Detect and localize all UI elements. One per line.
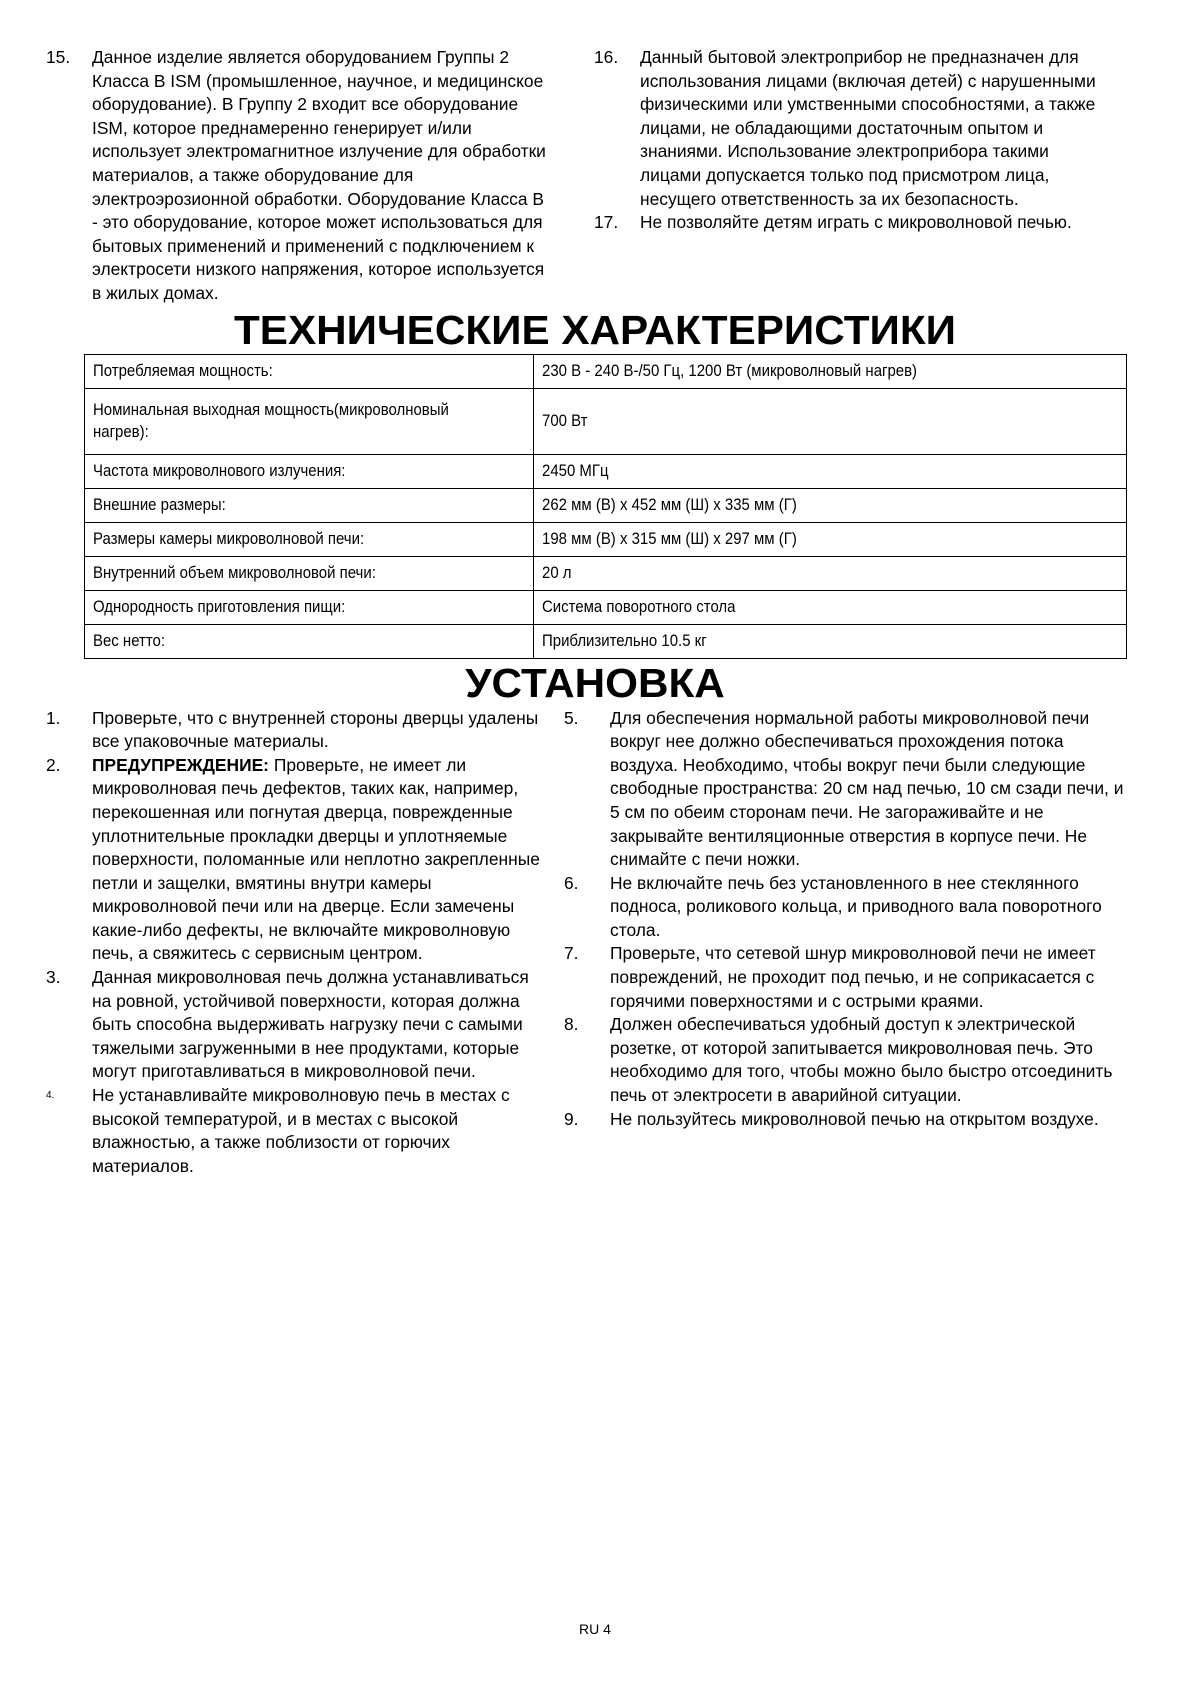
- page-number-label: RU 4: [579, 1621, 611, 1637]
- table-cell-label: [85, 454, 534, 488]
- table-cell-value: [534, 388, 1127, 454]
- list-item-text: Должен обеспечиваться удобный доступ к электрической розетке, от которой запитывается микроволновая печь. Это необходимо для того, чтобы можно было быстро отсоединить печь от электросети в аварийной ситуации.: [610, 1014, 1113, 1106]
- table-row: [85, 624, 1127, 658]
- list-item-body: Проверьте, не имеет ли микроволновая печь дефектов, таких как, например, перекошенная или погнутая дверца, поврежденные уплотнительные прокладки дверцы и уплотняемые поверхности, поломанные или неплотно закрепленные петли и защелки, вмятины внутри камеры микроволновой печи или на дверце. Если замечены какие-либо дефекты, не включайте микроволновую печь, а свяжитесь с сервисным центром.: [92, 754, 540, 964]
- list-item-text: Проверьте, что сетевой шнур микроволновой печи не имеет повреждений, не проходит под печью, и не соприкасается с горячими поверхностями и с острыми краями.: [610, 943, 1096, 1011]
- warnings-list-right: [594, 46, 1100, 235]
- spec-value: 20 л: [542, 562, 572, 582]
- list-item-number: 7.: [564, 943, 579, 964]
- list-item-text: Не позволяйте детям играть с микроволновой печью.: [640, 212, 1072, 233]
- list-item-text: Проверьте, что с внутренней стороны дверцы удалены все упаковочные материалы.: [92, 707, 539, 752]
- table-cell-value: [534, 556, 1127, 590]
- table-cell-value: [534, 624, 1127, 658]
- table-row: [85, 488, 1127, 522]
- list-item: [564, 1108, 1130, 1132]
- list-item-text: Не включайте печь без установленного в нее стеклянного подноса, роликового кольца, и приводного вала поворотного стола.: [610, 872, 1102, 940]
- spec-label: Однородность приготовления пищи:: [93, 596, 346, 616]
- installation-list-left: [46, 707, 540, 1179]
- spec-label: Потребляемая мощность:: [93, 360, 273, 380]
- list-item: [594, 46, 1100, 211]
- table-cell-value: [534, 590, 1127, 624]
- table-row: [85, 556, 1127, 590]
- spec-label: Частота микроволнового излучения:: [93, 460, 346, 480]
- list-item: [46, 46, 546, 306]
- spec-value: Приблизительно 10.5 кг: [542, 630, 707, 650]
- list-item: [46, 1084, 540, 1178]
- table-cell-value: [534, 454, 1127, 488]
- spec-value: 2450 МГц: [542, 460, 609, 480]
- table-cell-label: [85, 354, 534, 388]
- table-cell-label: [85, 624, 534, 658]
- spec-value: 198 мм (В) x 315 мм (Ш) x 297 мм (Г): [542, 528, 797, 548]
- installation-column-right: [564, 707, 1130, 1132]
- list-item: [594, 211, 1100, 235]
- spec-value: 230 В - 240 В-/50 Гц, 1200 Вт (микроволновый нагрев): [542, 360, 918, 380]
- table-cell-value: [534, 488, 1127, 522]
- list-item-text: Данная микроволновая печь должна устанавливаться на ровной, устойчивой поверхности, которая должна быть способна выдерживать нагрузку печи с самыми тяжелыми загруженными в нее продуктами, которые могут приготавливаться в микроволновой печи.: [92, 967, 529, 1082]
- table-row: [85, 522, 1127, 556]
- list-item-text: [92, 754, 540, 966]
- table-row: [85, 388, 1127, 454]
- specifications-table-wrapper: [0, 354, 1190, 659]
- list-item-text: Данное изделие является оборудованием Группы 2 Класса В ISM (промышленное, научное, и медицинское оборудование). В Группу 2 входит все оборудование ISM, которое преднамеренно генерирует и/или использует электромагнитное излучение для обработки материалов, а также оборудование для электроэрозионной обработки. Оборудование Класса В - это оборудование, которое может использоваться для бытовых применений и применений с подключением к электросети низкого напряжения, которое используется в жилых домах.: [92, 47, 546, 303]
- spec-value: Система поворотного стола: [542, 596, 736, 616]
- list-item: [564, 707, 1130, 872]
- warning-lead-label: ПРЕДУПРЕЖДЕНИЕ:: [92, 754, 269, 775]
- spec-label: Номинальная выходная мощность(микроволновый нагрев):: [93, 399, 449, 441]
- list-item-number: 5.: [564, 707, 579, 728]
- spec-label: Внешние размеры:: [93, 494, 226, 514]
- table-cell-label: [85, 388, 534, 454]
- list-item-number: 9.: [564, 1108, 579, 1129]
- page-footer: [0, 1620, 1190, 1638]
- installation-list-right: [564, 707, 1130, 1132]
- spec-label: Вес нетто:: [93, 630, 166, 650]
- page-title-installation: УСТАНОВКА: [465, 659, 725, 706]
- table-cell-label: [85, 488, 534, 522]
- list-item-number: 16.: [594, 47, 619, 67]
- table-cell-label: [85, 590, 534, 624]
- list-item: [46, 707, 540, 754]
- list-item: [46, 754, 540, 966]
- table-cell-value: [534, 522, 1127, 556]
- list-item-number: 2.: [46, 754, 61, 775]
- list-item-number: 1.: [46, 707, 61, 728]
- specifications-table: [84, 354, 1127, 659]
- list-item-number: 17.: [594, 212, 619, 233]
- list-item-number: 8.: [564, 1014, 579, 1035]
- list-item-number: 6.: [564, 872, 579, 893]
- spec-value: 700 Вт: [542, 410, 588, 430]
- list-item-number: 3.: [46, 967, 61, 988]
- list-item-text: Не устанавливайте микроволновую печь в местах с высокой температурой, и в местах с высокой влажностью, а также поблизости от горючих материалов.: [92, 1085, 510, 1176]
- installation-section: [0, 707, 1190, 1179]
- list-item-text: Данный бытовой электроприбор не предназначен для использования лицами (включая детей) с нарушенными физическими или умственными способностями, а также лицами, не обладающими достаточным опытом и знаниями. Использование электроприбора такими лицами допускается только под присмотром лица, несущего ответственность за их безопасность.: [640, 47, 1096, 209]
- list-item: [564, 942, 1130, 1013]
- list-item: [564, 1013, 1130, 1107]
- spec-label: Размеры камеры микроволновой печи:: [93, 528, 365, 548]
- table-row: [85, 454, 1127, 488]
- page-title-specifications: ТЕХНИЧЕСКИЕ ХАРАКТЕРИСТИКИ: [234, 306, 956, 353]
- spec-value: 262 мм (В) x 452 мм (Ш) x 335 мм (Г): [542, 494, 797, 514]
- spec-label: Внутренний объем микроволновой печи:: [93, 562, 376, 582]
- table-cell-label: [85, 556, 534, 590]
- warnings-column-right: [594, 46, 1100, 235]
- table-cell-label: [85, 522, 534, 556]
- list-item-text: Для обеспечения нормальной работы микроволновой печи вокруг нее должно обеспечиваться прохождения потока воздуха. Необходимо, чтобы вокруг печи были следующие свободные пространства: 20 см над печью, 10 см сзади печи, и 5 см по обеим сторонам печи. Не загораживайте и не закрывайте вентиляционные отверстия в корпусе печи. Не снимайте с печи ножки.: [610, 707, 1124, 870]
- table-row: [85, 354, 1127, 388]
- installation-column-left: [46, 707, 540, 1179]
- table-row: [85, 590, 1127, 624]
- list-item: [46, 966, 540, 1084]
- warnings-column-left: [46, 46, 546, 306]
- list-item-number: 15.: [46, 47, 71, 67]
- warnings-list-left: [46, 46, 546, 306]
- table-cell-value: [534, 354, 1127, 388]
- list-item: [564, 872, 1130, 943]
- safety-warnings-section: [0, 0, 1190, 306]
- list-item-number: 4.: [46, 1090, 55, 1102]
- list-item-text: Не пользуйтесь микроволновой печью на открытом воздухе.: [610, 1108, 1099, 1129]
